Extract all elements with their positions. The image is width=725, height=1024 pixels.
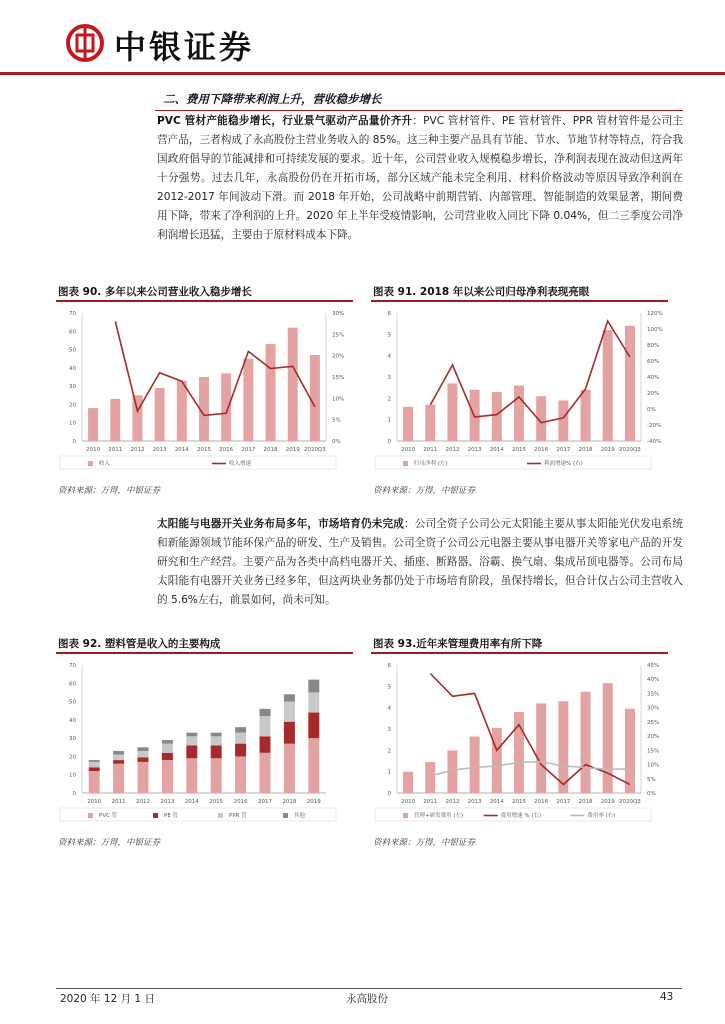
header-rule — [0, 72, 725, 75]
x-tick-label: 2010 — [86, 447, 101, 453]
y2-tick-label: 30% — [332, 311, 345, 317]
x-tick-label: 2014 — [184, 799, 199, 805]
stacked-bar-segment — [138, 751, 149, 757]
legend-swatch — [88, 813, 93, 818]
y2-tick-label: 10% — [332, 396, 345, 403]
y-tick-label: 60 — [69, 681, 76, 688]
y2-tick-label: -40% — [647, 439, 662, 445]
legend-label: 归母净利 (左) — [414, 461, 448, 467]
y-tick-label: 30 — [69, 736, 76, 743]
section-title-rule — [155, 110, 683, 111]
bar — [581, 390, 591, 441]
x-tick-label: 2016 — [534, 447, 549, 453]
y2-tick-label: 40% — [647, 375, 660, 381]
chart-figure-91 — [371, 303, 671, 478]
stacked-bar-segment — [138, 757, 149, 762]
x-tick-label: 2013 — [467, 799, 482, 805]
x-tick-label: 2014 — [489, 799, 504, 805]
stacked-bar-segment — [260, 753, 271, 793]
y2-tick-label: 5% — [332, 417, 341, 424]
x-tick-label: 2020Q3 — [618, 799, 641, 805]
paragraph-solar — [157, 515, 683, 610]
bar — [558, 701, 568, 793]
legend-swatch — [153, 813, 158, 818]
bar — [310, 355, 320, 441]
legend-label: PPR 管 — [229, 813, 247, 819]
y-tick-label: 20 — [69, 754, 76, 761]
stacked-bar-segment — [186, 758, 197, 793]
x-tick-label: 2012 — [130, 447, 145, 453]
x-tick-label: 2017 — [241, 447, 256, 453]
y-tick-label: 6 — [387, 311, 391, 317]
stacked-bar-segment — [89, 762, 100, 767]
section-title: 二、费用下降带来利润上升，营收稳步增长 — [163, 92, 382, 106]
y-tick-label: 10 — [69, 420, 76, 427]
y-tick-label: 40 — [69, 365, 76, 372]
bar — [470, 736, 480, 793]
stacked-bar-segment — [186, 733, 197, 737]
stacked-bar-segment — [113, 755, 124, 760]
chart-figure-90 — [56, 303, 356, 478]
figure-92-title: 图表 92. 塑料管是收入的主要构成 — [58, 638, 221, 650]
legend-label: 管理+研发费用 (左) — [414, 813, 464, 819]
stacked-bar-segment — [211, 745, 222, 758]
bar — [603, 330, 613, 441]
bar — [581, 692, 591, 793]
figure-91-rule — [371, 300, 668, 302]
bar — [288, 328, 298, 441]
y-tick-label: 70 — [69, 311, 76, 317]
y2-tick-label: 25% — [647, 719, 660, 726]
paragraph-pvc-lead: PVC 管材产能稳步增长，行业景气驱动产品量价齐升 — [157, 115, 413, 127]
y2-tick-label: 20% — [647, 734, 660, 741]
y2-tick-label: 25% — [332, 332, 345, 339]
y2-tick-label: 0% — [647, 407, 656, 413]
bar — [132, 395, 142, 441]
footer-date: 2020 年 12 月 1 日 — [60, 993, 155, 1005]
stacked-bar-segment — [260, 716, 271, 736]
x-tick-label: 2015 — [209, 799, 224, 805]
stacked-bar-segment — [186, 736, 197, 745]
figure-93-title: 图表 93.近年来管理费用率有所下降 — [373, 638, 543, 650]
figure-91-source: 资料来源：万得，中银证券 — [373, 486, 476, 496]
bar — [536, 703, 546, 793]
legend-swatch — [218, 813, 223, 818]
bar — [514, 386, 524, 441]
stacked-bar-segment — [284, 722, 295, 744]
y2-tick-label: -20% — [647, 423, 662, 429]
x-tick-label: 2013 — [152, 447, 167, 453]
stacked-bar-segment — [235, 744, 246, 757]
bar — [266, 344, 276, 441]
bar — [177, 381, 187, 441]
stacked-bar-segment — [162, 753, 173, 760]
legend-label: 费用率 (右) — [587, 813, 616, 819]
stacked-bar-segment — [260, 709, 271, 716]
bar — [492, 728, 502, 793]
legend-label: 费用增速 % (右) — [500, 813, 542, 819]
y-tick-label: 30 — [69, 384, 76, 391]
series-line — [430, 762, 630, 776]
brand-name: 中银证券 — [114, 28, 255, 66]
x-tick-label: 2020Q3 — [303, 447, 326, 453]
bar — [625, 709, 635, 793]
series-line — [115, 322, 315, 416]
y2-tick-label: 20% — [332, 353, 345, 360]
stacked-bar-segment — [89, 760, 100, 762]
stacked-bar-segment — [162, 760, 173, 793]
figure-92-source: 资料来源：万得，中银证券 — [58, 838, 161, 848]
bar — [447, 383, 457, 441]
y-tick-label: 3 — [387, 375, 391, 381]
figure-91-title: 图表 91. 2018 年以来公司归母净利表现亮眼 — [373, 286, 590, 298]
stacked-bar-segment — [284, 694, 295, 701]
y2-tick-label: 45% — [647, 663, 660, 669]
x-tick-label: 2017 — [556, 799, 571, 805]
y-tick-label: 2 — [387, 396, 391, 403]
x-tick-label: 2018 — [578, 447, 593, 453]
x-tick-label: 2014 — [174, 447, 189, 453]
x-tick-label: 2015 — [512, 799, 526, 805]
x-tick-label: 2020Q3 — [618, 447, 641, 453]
series-line — [430, 674, 630, 785]
series-line — [430, 321, 630, 423]
chart-figure-93 — [371, 655, 671, 830]
stacked-bar-segment — [89, 771, 100, 793]
x-tick-label: 2015 — [197, 447, 211, 453]
y2-tick-label: 0% — [332, 439, 341, 445]
y-tick-label: 3 — [387, 727, 391, 733]
stacked-bar-segment — [113, 760, 124, 764]
legend-swatch — [403, 813, 408, 818]
y-tick-label: 20 — [69, 402, 76, 409]
y-tick-label: 5 — [387, 332, 391, 339]
y2-tick-label: 80% — [647, 343, 660, 349]
y-tick-label: 5 — [387, 684, 391, 691]
bar — [88, 408, 98, 441]
y-tick-label: 0 — [72, 439, 76, 445]
y-tick-label: 50 — [69, 699, 76, 706]
stacked-bar-segment — [162, 740, 173, 744]
figure-92-rule — [56, 652, 353, 654]
y2-tick-label: 10% — [647, 762, 660, 769]
stacked-bar-segment — [113, 751, 124, 755]
x-tick-label: 2019 — [285, 447, 300, 453]
stacked-bar-segment — [138, 762, 149, 793]
legend-label: 其他 — [294, 813, 306, 819]
legend-label: PVC 管 — [99, 813, 118, 819]
y2-tick-label: 120% — [647, 311, 663, 317]
x-tick-label: 2012 — [136, 799, 150, 805]
paragraph-pvc — [157, 112, 683, 245]
y-tick-label: 2 — [387, 748, 391, 755]
stacked-bar-segment — [308, 680, 319, 693]
stacked-bar-segment — [260, 736, 271, 752]
y-tick-label: 1 — [387, 417, 391, 424]
legend-swatch — [403, 461, 408, 466]
x-tick-label: 2012 — [445, 799, 460, 805]
bar — [403, 772, 413, 793]
x-tick-label: 2013 — [160, 799, 175, 805]
figure-93-source: 资料来源：万得，中银证券 — [373, 838, 476, 848]
stacked-bar-segment — [162, 744, 173, 753]
stacked-bar-segment — [211, 733, 222, 737]
footer-page-number: 43 — [660, 991, 674, 1003]
bar — [558, 400, 568, 441]
y2-tick-label: 60% — [647, 359, 660, 365]
footer-rule — [56, 988, 682, 989]
stacked-bar-segment — [284, 744, 295, 793]
y-tick-label: 10 — [69, 772, 76, 779]
figure-90-rule — [56, 300, 353, 302]
bar — [425, 405, 435, 441]
stacked-bar-segment — [235, 733, 246, 744]
x-tick-label: 2018 — [282, 799, 297, 805]
paragraph-pvc-body: ：PVC 管材管件、PE 管材管件、PPR 管材管件是公司主营产品，三者构成了永高股份主营业务收入的 85%。这三种主要产品具有节能、节水、节地节材等特点，符合我国政府倡导的节能减排和可持续发展的要求。近十年，公司营业收入规模稳步增长，净利润表现在波动但这两年十分强势。过去几年，永高股份仍在开拓市场，部分区域产能未完全利用、材料价格波动等原因导致净利润在 2012-2017 年间波动下滑。而 2018 年开始，公司战略中前期营销、内部管理、智能制造的效果显著，期间费用下降，带来了净利润的上升。2020 年上半年受疫情影响，公司营业收入同比下降 0.04%，但二三季度公司净利润增长迅猛，主要由于原材料成本下降。 — [157, 115, 683, 241]
legend-label: 收入增速 — [229, 461, 252, 467]
stacked-bar-segment — [186, 745, 197, 758]
figure-93-rule — [371, 652, 668, 654]
paragraph-solar-body: ：公司全资子公司公元太阳能主要从事太阳能光伏发电系统和新能源领域节能环保产品的研发、生产及销售。公司全资子公司公元电器主要从事电器开关等家电产品的开发研究和生产经营。主要产品为各类中高档电器开关、插座、断路器、浴霸、换气扇、集成吊顶电器等。公司布局太阳能有电器开关业务已经多年，但这两块业务都仍处于市场培育阶段，虽保持增长，但合计仅占公司主营收入的 5.6%左右，前景如何，尚未可知。 — [157, 518, 684, 606]
legend-swatch — [283, 813, 288, 818]
x-tick-label: 2017 — [258, 799, 272, 805]
x-tick-label: 2011 — [111, 799, 126, 805]
y2-tick-label: 20% — [647, 391, 660, 397]
stacked-bar-segment — [235, 756, 246, 793]
stacked-bar-segment — [308, 713, 319, 739]
x-tick-label: 2010 — [87, 799, 102, 805]
x-tick-label: 2010 — [401, 799, 416, 805]
y-tick-label: 0 — [387, 439, 391, 445]
bar — [425, 762, 435, 793]
y-tick-label: 0 — [72, 791, 76, 797]
x-tick-label: 2011 — [423, 799, 438, 805]
y2-tick-label: 40% — [647, 677, 660, 684]
x-tick-label: 2016 — [219, 447, 234, 453]
y2-tick-label: 15% — [647, 748, 660, 755]
y-tick-label: 70 — [69, 663, 76, 669]
chart-figure-92 — [56, 655, 356, 830]
x-tick-label: 2019 — [600, 447, 615, 453]
y2-tick-label: 15% — [332, 375, 345, 381]
stacked-bar-segment — [211, 736, 222, 745]
y-tick-label: 1 — [387, 769, 391, 776]
stacked-bar-segment — [308, 692, 319, 712]
y-tick-label: 50 — [69, 347, 76, 354]
stacked-bar-segment — [308, 738, 319, 793]
y-tick-label: 40 — [69, 717, 76, 724]
bar — [603, 683, 613, 793]
y-tick-label: 6 — [387, 663, 391, 669]
x-tick-label: 2018 — [263, 447, 278, 453]
bank-logo-icon — [66, 24, 104, 62]
y2-tick-label: 30% — [647, 705, 660, 712]
figure-90-source: 资料来源：万得，中银证券 — [58, 486, 161, 496]
y2-tick-label: 5% — [647, 776, 656, 783]
x-tick-label: 2012 — [445, 447, 460, 453]
brand-logo — [66, 24, 104, 62]
x-tick-label: 2011 — [423, 447, 438, 453]
bar — [625, 326, 635, 441]
x-tick-label: 2015 — [512, 447, 526, 453]
x-tick-label: 2016 — [534, 799, 549, 805]
y-tick-label: 4 — [387, 705, 391, 712]
legend-swatch — [88, 461, 93, 466]
bar — [155, 388, 165, 441]
bar — [403, 407, 413, 441]
x-tick-label: 2010 — [401, 447, 416, 453]
figure-90-title: 图表 90. 多年以来公司营业收入稳步增长 — [58, 286, 252, 298]
stacked-bar-segment — [113, 764, 124, 793]
x-tick-label: 2019 — [306, 799, 321, 805]
x-tick-label: 2019 — [600, 799, 615, 805]
x-tick-label: 2013 — [467, 447, 482, 453]
paragraph-solar-lead: 太阳能与电器开关业务布局多年，市场培育仍未完成 — [157, 518, 404, 530]
legend-label: 利润增速% (右) — [544, 461, 583, 467]
y-tick-label: 4 — [387, 353, 391, 360]
legend-label: PE 管 — [164, 813, 179, 819]
bar — [110, 399, 120, 441]
x-tick-label: 2018 — [578, 799, 593, 805]
stacked-bar-segment — [211, 758, 222, 793]
stacked-bar-segment — [284, 702, 295, 722]
y2-tick-label: 0% — [647, 791, 656, 797]
y-tick-label: 60 — [69, 329, 76, 336]
legend-label: 收入 — [99, 461, 111, 467]
stacked-bar-segment — [138, 747, 149, 751]
stacked-bar-segment — [89, 767, 100, 771]
y-tick-label: 0 — [387, 791, 391, 797]
footer-company: 永高股份 — [346, 993, 388, 1005]
x-tick-label: 2017 — [556, 447, 571, 453]
x-tick-label: 2016 — [233, 799, 248, 805]
bar — [492, 392, 502, 441]
y2-tick-label: 100% — [647, 327, 663, 333]
y2-tick-label: 35% — [647, 691, 660, 698]
x-tick-label: 2014 — [489, 447, 504, 453]
bar — [243, 359, 253, 441]
stacked-bar-segment — [235, 727, 246, 732]
bar — [221, 373, 231, 441]
x-tick-label: 2011 — [108, 447, 123, 453]
